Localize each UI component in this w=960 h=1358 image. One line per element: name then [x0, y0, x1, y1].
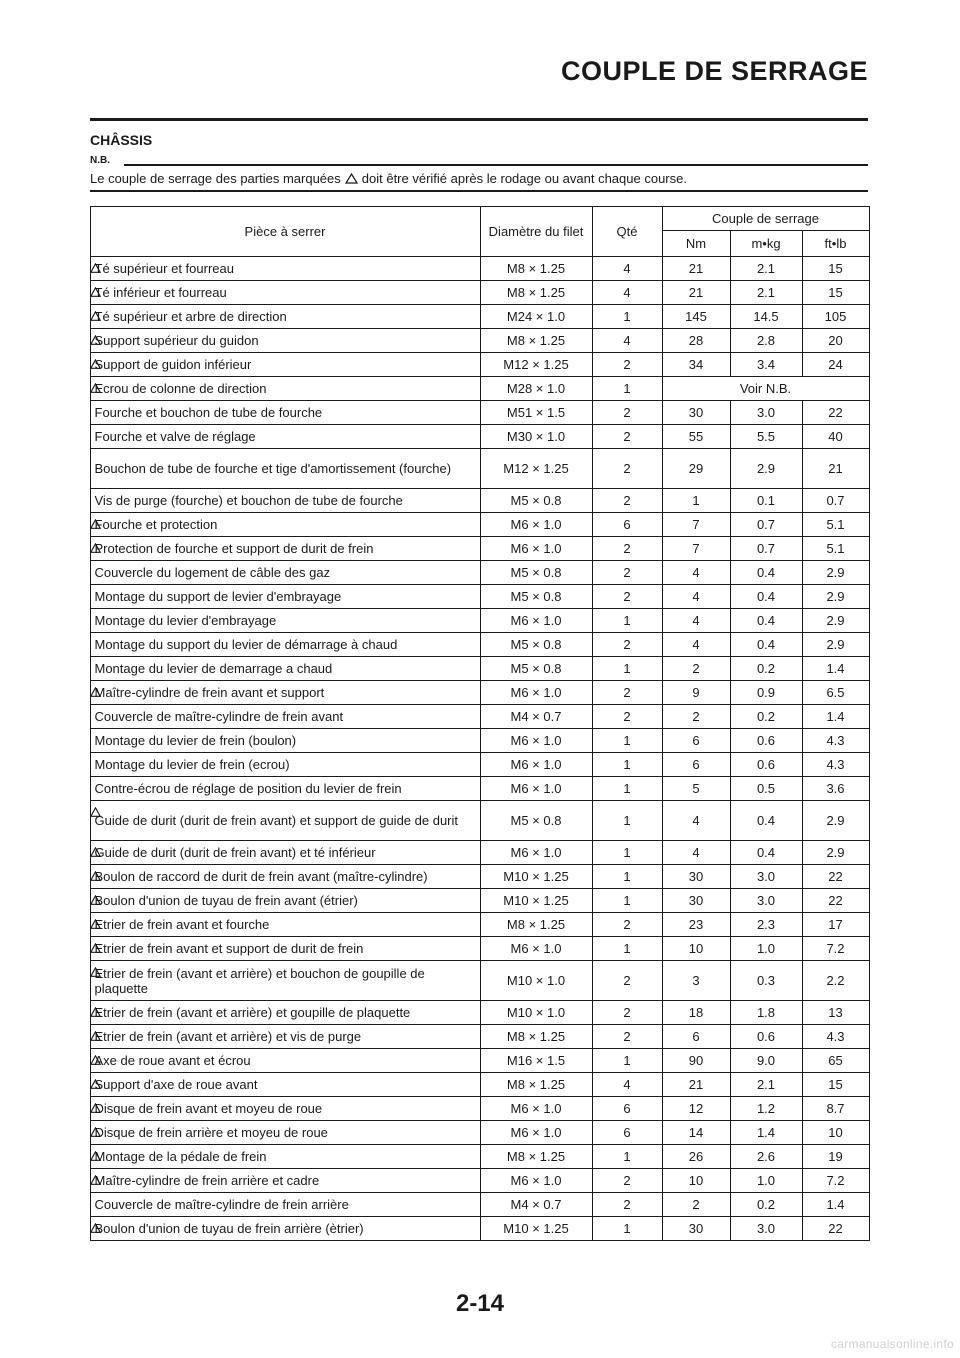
cell-ftlb: 8.7 — [802, 1097, 869, 1121]
note-label: N.B. — [90, 155, 110, 166]
cell-ftlb: 24 — [802, 353, 869, 377]
cell-part: Couvercle de maître-cylindre de frein avant — [90, 705, 480, 729]
cell-nm: 145 — [662, 305, 730, 329]
cell-nm: 2 — [662, 705, 730, 729]
cell-part: Support de guidon inférieur — [90, 353, 480, 377]
cell-part: Couvercle du logement de câble des gaz — [90, 561, 480, 585]
cell-mkg: 2.1 — [730, 281, 802, 305]
cell-mkg: 0.1 — [730, 489, 802, 513]
cell-qty: 2 — [592, 1169, 662, 1193]
header-nm: Nm — [662, 231, 730, 257]
cell-diameter: M8 × 1.25 — [480, 257, 592, 281]
cell-part: Montage du support du levier de démarrage à chaud — [90, 633, 480, 657]
note-text-before: Le couple de serrage des parties marquées — [90, 171, 341, 186]
cell-ftlb: 2.9 — [802, 801, 869, 841]
cell-qty: 2 — [592, 425, 662, 449]
cell-part: Support supérieur du guidon — [90, 329, 480, 353]
cell-diameter: M5 × 0.8 — [480, 801, 592, 841]
cell-nm: 18 — [662, 1001, 730, 1025]
cell-ftlb: 22 — [802, 1217, 869, 1241]
table-row — [90, 1097, 869, 1121]
table-row — [90, 353, 869, 377]
table-row — [90, 513, 869, 537]
cell-qty: 2 — [592, 489, 662, 513]
cell-ftlb: 1.4 — [802, 657, 869, 681]
cell-nm: 34 — [662, 353, 730, 377]
cell-diameter: M8 × 1.25 — [480, 1073, 592, 1097]
cell-qty: 1 — [592, 937, 662, 961]
cell-part: Fourche et bouchon de tube de fourche — [90, 401, 480, 425]
cell-ftlb: 2.9 — [802, 561, 869, 585]
cell-nm: 10 — [662, 937, 730, 961]
cell-mkg: 3.0 — [730, 401, 802, 425]
cell-mkg: 0.5 — [730, 777, 802, 801]
cell-part: Maître-cylindre de frein avant et support — [90, 681, 480, 705]
section-title: CHÂSSIS — [90, 132, 153, 148]
cell-qty: 1 — [592, 777, 662, 801]
table-row — [90, 1169, 869, 1193]
cell-part: Boulon d'union de tuyau de frein avant (étrier) — [90, 889, 480, 913]
note-rule — [124, 164, 868, 166]
note-bottom-rule — [90, 190, 868, 192]
header-qty: Qté — [592, 207, 662, 257]
cell-ftlb: 4.3 — [802, 1025, 869, 1049]
cell-nm: 4 — [662, 633, 730, 657]
cell-qty: 1 — [592, 801, 662, 841]
cell-qty: 4 — [592, 1073, 662, 1097]
cell-mkg: 0.2 — [730, 657, 802, 681]
cell-part: Axe de roue avant et écrou — [90, 1049, 480, 1073]
cell-nm: 2 — [662, 657, 730, 681]
cell-part: Té inférieur et fourreau — [90, 281, 480, 305]
cell-part: Contre-écrou de réglage de position du levier de frein — [90, 777, 480, 801]
header-ftlb: ft•lb — [802, 231, 869, 257]
cell-qty: 2 — [592, 681, 662, 705]
table-row — [90, 753, 869, 777]
triangle-mark-icon — [345, 173, 358, 184]
cell-ftlb: 2.9 — [802, 609, 869, 633]
cell-qty: 1 — [592, 609, 662, 633]
cell-qty: 1 — [592, 841, 662, 865]
torque-table-body — [90, 257, 869, 1241]
cell-ftlb: 2.9 — [802, 633, 869, 657]
cell-nm: 90 — [662, 1049, 730, 1073]
cell-qty: 2 — [592, 449, 662, 489]
cell-qty: 1 — [592, 377, 662, 401]
cell-part: Ecrou de colonne de direction — [90, 377, 480, 401]
cell-ftlb: 17 — [802, 913, 869, 937]
cell-ftlb: 6.5 — [802, 681, 869, 705]
cell-diameter: M10 × 1.25 — [480, 865, 592, 889]
cell-part: Etrier de frein avant et support de durit de frein — [90, 937, 480, 961]
cell-nm: 4 — [662, 841, 730, 865]
cell-ftlb: 15 — [802, 257, 869, 281]
header-part: Pièce à serrer — [90, 207, 480, 257]
cell-mkg: 2.9 — [730, 449, 802, 489]
note-text-after: doit être vérifié après le rodage ou avant chaque course. — [361, 171, 687, 186]
cell-part: Guide de durit (durit de frein avant) et té inférieur — [90, 841, 480, 865]
cell-diameter: M10 × 1.0 — [480, 1001, 592, 1025]
cell-mkg: 9.0 — [730, 1049, 802, 1073]
table-row — [90, 585, 869, 609]
cell-mkg: 0.7 — [730, 513, 802, 537]
table-row — [90, 1121, 869, 1145]
cell-diameter: M8 × 1.25 — [480, 329, 592, 353]
table-row — [90, 561, 869, 585]
cell-nm: 30 — [662, 865, 730, 889]
cell-ftlb: 4.3 — [802, 729, 869, 753]
table-row — [90, 705, 869, 729]
cell-ftlb: 22 — [802, 865, 869, 889]
table-row — [90, 377, 869, 401]
cell-diameter: M12 × 1.25 — [480, 449, 592, 489]
cell-qty: 1 — [592, 865, 662, 889]
cell-nm: 30 — [662, 401, 730, 425]
cell-nm: 21 — [662, 281, 730, 305]
cell-nm: 4 — [662, 585, 730, 609]
table-row — [90, 425, 869, 449]
cell-part: Vis de purge (fourche) et bouchon de tube de fourche — [90, 489, 480, 513]
cell-mkg: 5.5 — [730, 425, 802, 449]
table-row — [90, 681, 869, 705]
cell-mkg: 3.0 — [730, 865, 802, 889]
cell-mkg: 0.6 — [730, 753, 802, 777]
cell-mkg: 0.4 — [730, 561, 802, 585]
cell-ftlb: 7.2 — [802, 1169, 869, 1193]
cell-qty: 2 — [592, 633, 662, 657]
cell-diameter: M8 × 1.25 — [480, 1145, 592, 1169]
cell-mkg: 2.1 — [730, 257, 802, 281]
cell-part: Maître-cylindre de frein arrière et cadre — [90, 1169, 480, 1193]
cell-mkg: 0.9 — [730, 681, 802, 705]
table-row — [90, 305, 869, 329]
cell-nm: 55 — [662, 425, 730, 449]
cell-qty: 2 — [592, 537, 662, 561]
cell-diameter: M8 × 1.25 — [480, 1025, 592, 1049]
cell-nm: 6 — [662, 753, 730, 777]
cell-nm: 6 — [662, 729, 730, 753]
cell-mkg: 1.0 — [730, 1169, 802, 1193]
cell-part: Bouchon de tube de fourche et tige d'amortissement (fourche) — [90, 449, 480, 489]
table-row — [90, 1025, 869, 1049]
cell-mkg: 0.2 — [730, 705, 802, 729]
cell-part: Montage de la pédale de frein — [90, 1145, 480, 1169]
cell-qty: 4 — [592, 257, 662, 281]
cell-nm: 28 — [662, 329, 730, 353]
cell-ftlb: 2.9 — [802, 841, 869, 865]
table-row — [90, 729, 869, 753]
cell-ftlb: 22 — [802, 889, 869, 913]
cell-diameter: M8 × 1.25 — [480, 913, 592, 937]
cell-ftlb: 0.7 — [802, 489, 869, 513]
cell-ftlb: 1.4 — [802, 705, 869, 729]
title-rule — [90, 118, 868, 121]
cell-diameter: M6 × 1.0 — [480, 937, 592, 961]
cell-mkg: 2.1 — [730, 1073, 802, 1097]
table-row — [90, 281, 869, 305]
cell-diameter: M51 × 1.5 — [480, 401, 592, 425]
cell-ftlb: 10 — [802, 1121, 869, 1145]
cell-part: Couvercle de maître-cylindre de frein arrière — [90, 1193, 480, 1217]
cell-mkg: 3.0 — [730, 889, 802, 913]
cell-ftlb: 7.2 — [802, 937, 869, 961]
cell-diameter: M28 × 1.0 — [480, 377, 592, 401]
cell-diameter: M10 × 1.25 — [480, 1217, 592, 1241]
cell-mkg: 1.8 — [730, 1001, 802, 1025]
cell-qty: 2 — [592, 561, 662, 585]
cell-ftlb: 22 — [802, 401, 869, 425]
cell-nm: 23 — [662, 913, 730, 937]
cell-nm: 4 — [662, 561, 730, 585]
cell-diameter: M8 × 1.25 — [480, 281, 592, 305]
cell-mkg: 3.4 — [730, 353, 802, 377]
cell-diameter: M6 × 1.0 — [480, 777, 592, 801]
cell-mkg: 1.0 — [730, 937, 802, 961]
cell-qty: 6 — [592, 1121, 662, 1145]
table-row — [90, 489, 869, 513]
cell-mkg: 2.6 — [730, 1145, 802, 1169]
cell-qty: 4 — [592, 329, 662, 353]
cell-part: Té supérieur et arbre de direction — [90, 305, 480, 329]
table-row — [90, 937, 869, 961]
cell-qty: 1 — [592, 1145, 662, 1169]
cell-ftlb: 65 — [802, 1049, 869, 1073]
cell-qty: 2 — [592, 585, 662, 609]
table-row — [90, 657, 869, 681]
cell-qty: 1 — [592, 305, 662, 329]
header-torque: Couple de serrage — [662, 207, 869, 231]
cell-diameter: M24 × 1.0 — [480, 305, 592, 329]
cell-nm: 6 — [662, 1025, 730, 1049]
cell-mkg: 0.6 — [730, 1025, 802, 1049]
table-row — [90, 777, 869, 801]
cell-nm: 3 — [662, 961, 730, 1001]
cell-nm: 7 — [662, 537, 730, 561]
note-text — [90, 171, 687, 186]
cell-nm: 30 — [662, 889, 730, 913]
cell-ftlb: 21 — [802, 449, 869, 489]
cell-diameter: M5 × 0.8 — [480, 657, 592, 681]
watermark: carmanualsonline.info — [830, 1337, 954, 1351]
cell-mkg: 0.4 — [730, 801, 802, 841]
table-row — [90, 913, 869, 937]
cell-mkg: 2.3 — [730, 913, 802, 937]
cell-nm: 7 — [662, 513, 730, 537]
cell-mkg: 0.3 — [730, 961, 802, 1001]
table-row — [90, 961, 869, 1001]
cell-part: Montage du levier de demarrage a chaud — [90, 657, 480, 681]
table-row — [90, 801, 869, 841]
cell-part: Montage du levier d'embrayage — [90, 609, 480, 633]
cell-mkg: 0.4 — [730, 585, 802, 609]
cell-ftlb: 1.4 — [802, 1193, 869, 1217]
cell-diameter: M4 × 0.7 — [480, 705, 592, 729]
cell-qty: 2 — [592, 1193, 662, 1217]
cell-qty: 4 — [592, 281, 662, 305]
cell-part: Etrier de frein avant et fourche — [90, 913, 480, 937]
page-title: COUPLE DE SERRAGE — [560, 56, 868, 86]
cell-diameter: M6 × 1.0 — [480, 1169, 592, 1193]
cell-mkg: 14.5 — [730, 305, 802, 329]
table-row — [90, 1193, 869, 1217]
header-diameter: Diamètre du filet — [480, 207, 592, 257]
cell-qty: 1 — [592, 1217, 662, 1241]
cell-nm: 9 — [662, 681, 730, 705]
cell-mkg: 0.4 — [730, 841, 802, 865]
cell-qty: 6 — [592, 1097, 662, 1121]
cell-qty: 1 — [592, 1049, 662, 1073]
cell-diameter: M10 × 1.0 — [480, 961, 592, 1001]
cell-part: Montage du levier de frein (boulon) — [90, 729, 480, 753]
cell-ftlb: 15 — [802, 281, 869, 305]
cell-nm: 2 — [662, 1193, 730, 1217]
cell-nm: 30 — [662, 1217, 730, 1241]
cell-qty: 1 — [592, 729, 662, 753]
table-row — [90, 449, 869, 489]
table-row — [90, 841, 869, 865]
cell-ftlb: 5.1 — [802, 513, 869, 537]
cell-diameter: M30 × 1.0 — [480, 425, 592, 449]
cell-qty: 2 — [592, 1025, 662, 1049]
cell-mkg: 0.4 — [730, 609, 802, 633]
cell-part: Fourche et protection — [90, 513, 480, 537]
cell-qty: 6 — [592, 513, 662, 537]
cell-mkg: 1.2 — [730, 1097, 802, 1121]
cell-diameter: M5 × 0.8 — [480, 561, 592, 585]
table-row — [90, 257, 869, 281]
cell-qty: 1 — [592, 657, 662, 681]
cell-qty: 2 — [592, 1001, 662, 1025]
cell-part: Montage du levier de frein (ecrou) — [90, 753, 480, 777]
cell-nm: 29 — [662, 449, 730, 489]
cell-qty: 1 — [592, 889, 662, 913]
cell-part: Etrier de frein (avant et arrière) et bouchon de goupille de plaquette — [90, 961, 480, 1001]
cell-part: Etrier de frein (avant et arrière) et goupille de plaquette — [90, 1001, 480, 1025]
table-row — [90, 609, 869, 633]
cell-part: Disque de frein arrière et moyeu de roue — [90, 1121, 480, 1145]
cell-mkg: 0.7 — [730, 537, 802, 561]
cell-nm: 12 — [662, 1097, 730, 1121]
cell-part: Etrier de frein (avant et arrière) et vis de purge — [90, 1025, 480, 1049]
table-row — [90, 865, 869, 889]
cell-nm: 1 — [662, 489, 730, 513]
cell-part: Boulon d'union de tuyau de frein arrière (ètrier) — [90, 1217, 480, 1241]
cell-qty: 2 — [592, 401, 662, 425]
torque-table — [90, 206, 870, 1241]
cell-part: Té supérieur et fourreau — [90, 257, 480, 281]
cell-mkg: 0.6 — [730, 729, 802, 753]
table-row — [90, 1001, 869, 1025]
cell-diameter: M6 × 1.0 — [480, 681, 592, 705]
cell-diameter: M6 × 1.0 — [480, 729, 592, 753]
table-row — [90, 1217, 869, 1241]
table-row — [90, 537, 869, 561]
table-row — [90, 1049, 869, 1073]
cell-diameter: M16 × 1.5 — [480, 1049, 592, 1073]
cell-ftlb: 105 — [802, 305, 869, 329]
cell-diameter: M6 × 1.0 — [480, 1121, 592, 1145]
cell-qty: 2 — [592, 913, 662, 937]
cell-diameter: M6 × 1.0 — [480, 841, 592, 865]
cell-nm: 4 — [662, 609, 730, 633]
cell-ftlb: 19 — [802, 1145, 869, 1169]
cell-qty: 2 — [592, 353, 662, 377]
cell-mkg: 0.4 — [730, 633, 802, 657]
cell-nm: 26 — [662, 1145, 730, 1169]
cell-qty: 1 — [592, 753, 662, 777]
cell-ftlb: 15 — [802, 1073, 869, 1097]
cell-diameter: M5 × 0.8 — [480, 633, 592, 657]
table-row — [90, 1145, 869, 1169]
table-row — [90, 1073, 869, 1097]
cell-qty: 2 — [592, 705, 662, 729]
cell-nm: 10 — [662, 1169, 730, 1193]
cell-mkg: 2.8 — [730, 329, 802, 353]
cell-diameter: M10 × 1.25 — [480, 889, 592, 913]
table-row — [90, 889, 869, 913]
cell-diameter: M5 × 0.8 — [480, 585, 592, 609]
cell-ftlb: 2.9 — [802, 585, 869, 609]
page-number: 2-14 — [455, 1290, 505, 1317]
cell-ftlb: 2.2 — [802, 961, 869, 1001]
table-row — [90, 401, 869, 425]
cell-mkg: 0.2 — [730, 1193, 802, 1217]
cell-ftlb: 3.6 — [802, 777, 869, 801]
cell-diameter: M6 × 1.0 — [480, 1097, 592, 1121]
cell-nm: 5 — [662, 777, 730, 801]
cell-ftlb: 40 — [802, 425, 869, 449]
cell-nm: 4 — [662, 801, 730, 841]
cell-part: Protection de fourche et support de durit de frein — [90, 537, 480, 561]
cell-diameter: M4 × 0.7 — [480, 1193, 592, 1217]
cell-diameter: M6 × 1.0 — [480, 537, 592, 561]
table-row — [90, 633, 869, 657]
cell-ftlb: 13 — [802, 1001, 869, 1025]
table-row — [90, 329, 869, 353]
cell-part: Boulon de raccord de durit de frein avant (maître-cylindre) — [90, 865, 480, 889]
cell-diameter: M12 × 1.25 — [480, 353, 592, 377]
cell-ftlb: 5.1 — [802, 537, 869, 561]
cell-diameter: M5 × 0.8 — [480, 489, 592, 513]
cell-part: Disque de frein avant et moyeu de roue — [90, 1097, 480, 1121]
cell-nm: 21 — [662, 257, 730, 281]
cell-diameter: M6 × 1.0 — [480, 753, 592, 777]
cell-mkg: 1.4 — [730, 1121, 802, 1145]
cell-part: Guide de durit (durit de frein avant) et support de guide de durit — [90, 801, 480, 841]
cell-ftlb: 4.3 — [802, 753, 869, 777]
cell-part: Fourche et valve de réglage — [90, 425, 480, 449]
cell-torque-note: Voir N.B. — [662, 377, 869, 401]
cell-qty: 2 — [592, 961, 662, 1001]
header-mkg: m•kg — [730, 231, 802, 257]
cell-diameter: M6 × 1.0 — [480, 609, 592, 633]
cell-part: Support d'axe de roue avant — [90, 1073, 480, 1097]
cell-nm: 21 — [662, 1073, 730, 1097]
cell-diameter: M6 × 1.0 — [480, 513, 592, 537]
cell-nm: 14 — [662, 1121, 730, 1145]
cell-ftlb: 20 — [802, 329, 869, 353]
cell-mkg: 3.0 — [730, 1217, 802, 1241]
cell-part: Montage du support de levier d'embrayage — [90, 585, 480, 609]
